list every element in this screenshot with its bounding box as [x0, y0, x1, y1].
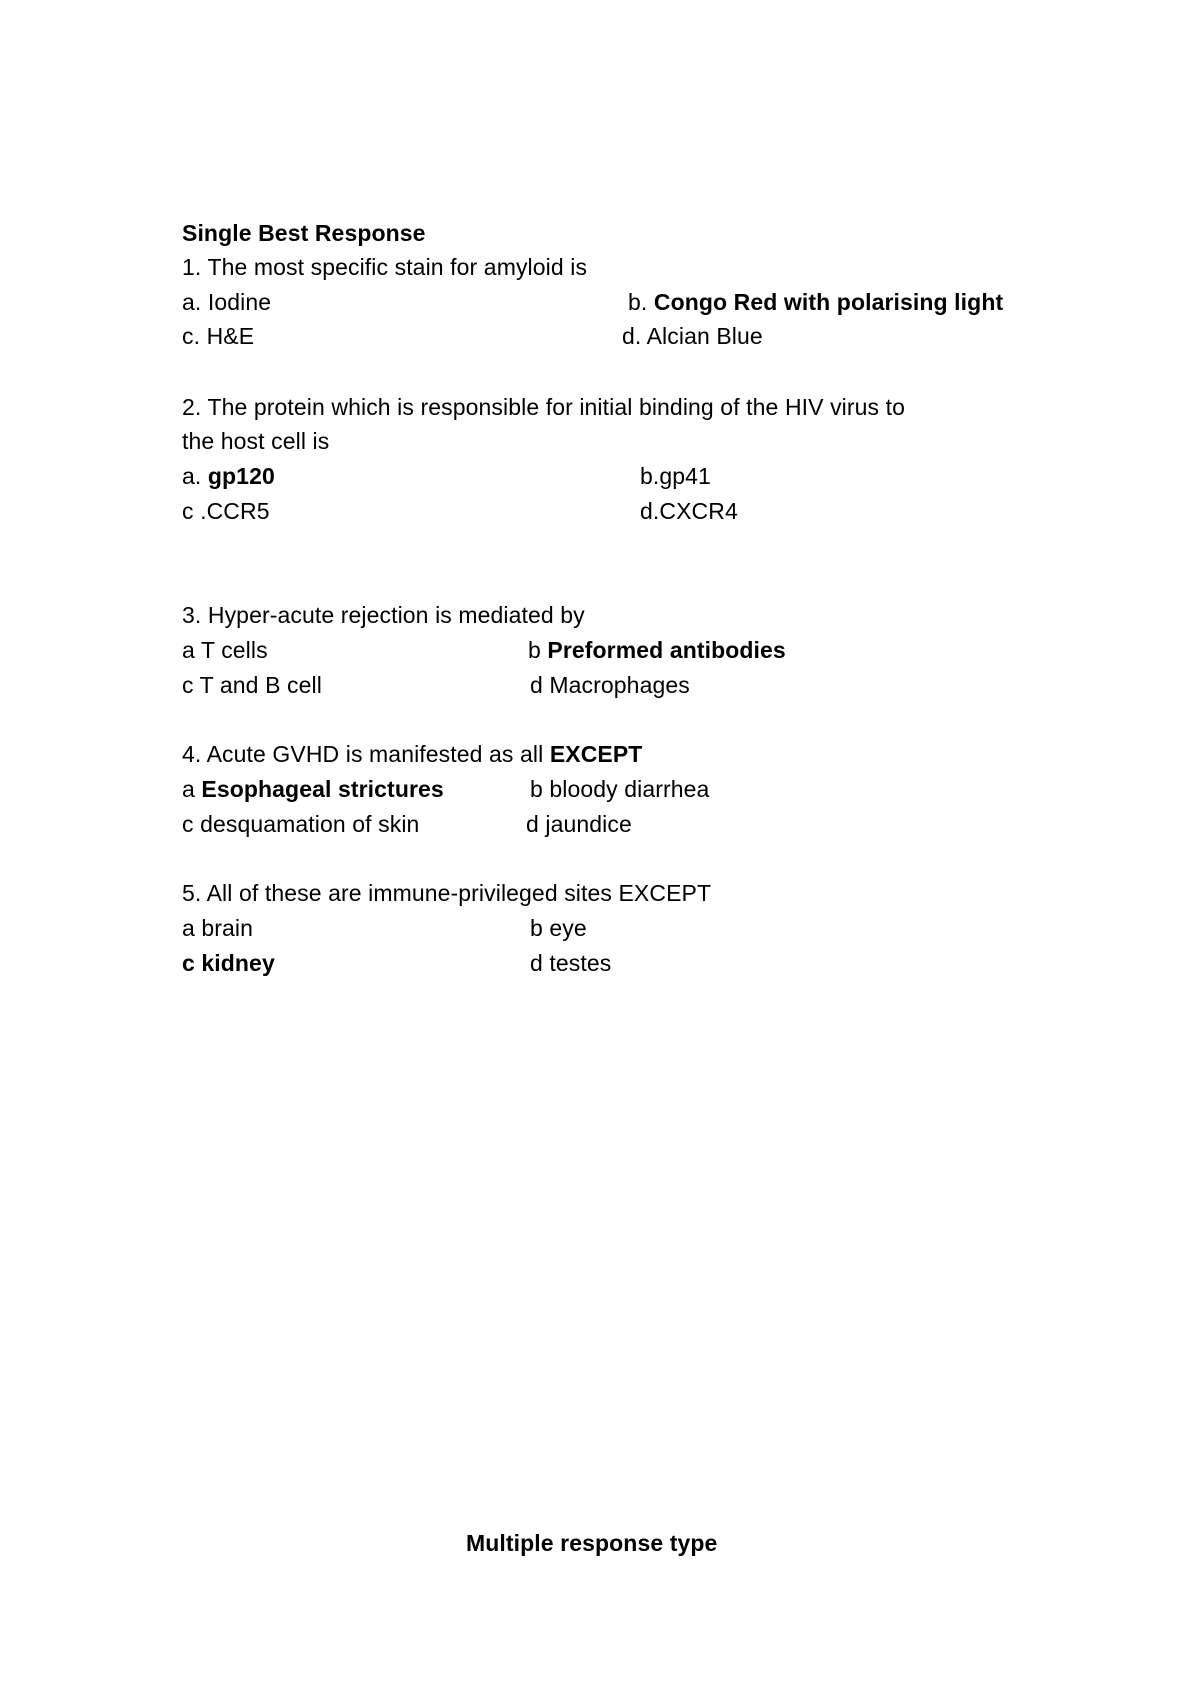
option-label: a — [182, 776, 202, 802]
question-4-option-b: b bloody diarrhea — [530, 776, 710, 802]
question-3-option-c: c T and B cell — [182, 672, 322, 698]
question-3-option-d: d Macrophages — [530, 672, 690, 698]
correct-answer: Congo Red with polarising light — [653, 289, 1004, 315]
question-1-option-c: c. H&E — [182, 323, 255, 349]
section-title: Single Best Response — [182, 220, 426, 246]
question-2-option-b: b.gp41 — [640, 463, 711, 489]
correct-answer: gp120 — [207, 463, 275, 489]
question-5-option-a: a brain — [182, 915, 254, 941]
question-4-option-d: d jaundice — [526, 811, 632, 837]
stem-text: 4. Acute GVHD is manifested as all — [182, 741, 550, 767]
question-3-stem: 3. Hyper-acute rejection is mediated by — [182, 602, 585, 628]
question-1-option-a: a. Iodine — [182, 289, 272, 315]
question-1-stem: 1. The most specific stain for amyloid is — [182, 254, 588, 280]
correct-answer: Preformed antibodies — [547, 637, 786, 663]
question-2-option-c: c .CCR5 — [182, 498, 270, 524]
question-3-option-b — [528, 635, 786, 665]
question-3-option-a: a T cells — [182, 637, 268, 663]
option-label: b — [528, 637, 548, 663]
option-label: a. — [182, 463, 208, 489]
question-2-stem-line-2: the host cell is — [182, 428, 330, 454]
question-5-stem: 5. All of these are immune-privileged sites EXCEPT — [182, 880, 712, 906]
question-1-option-d: d. Alcian Blue — [622, 323, 763, 349]
stem-emphasis: EXCEPT — [549, 741, 643, 767]
question-1-option-b — [628, 287, 1003, 317]
correct-answer: Esophageal strictures — [201, 776, 444, 802]
question-4-stem — [182, 739, 642, 769]
question-2-option-d: d.CXCR4 — [640, 498, 738, 524]
footer-section-title: Multiple response type — [466, 1530, 718, 1556]
question-2-stem-line-1: 2. The protein which is responsible for initial binding of the HIV virus to — [182, 394, 906, 420]
question-4-option-c: c desquamation of skin — [182, 811, 420, 837]
question-4-option-a — [182, 774, 444, 804]
question-5-option-b: b eye — [530, 915, 587, 941]
question-2-option-a — [182, 461, 275, 491]
option-label: b. — [628, 289, 654, 315]
question-5-option-d: d testes — [530, 950, 612, 976]
question-5-option-c: c kidney — [182, 950, 275, 976]
